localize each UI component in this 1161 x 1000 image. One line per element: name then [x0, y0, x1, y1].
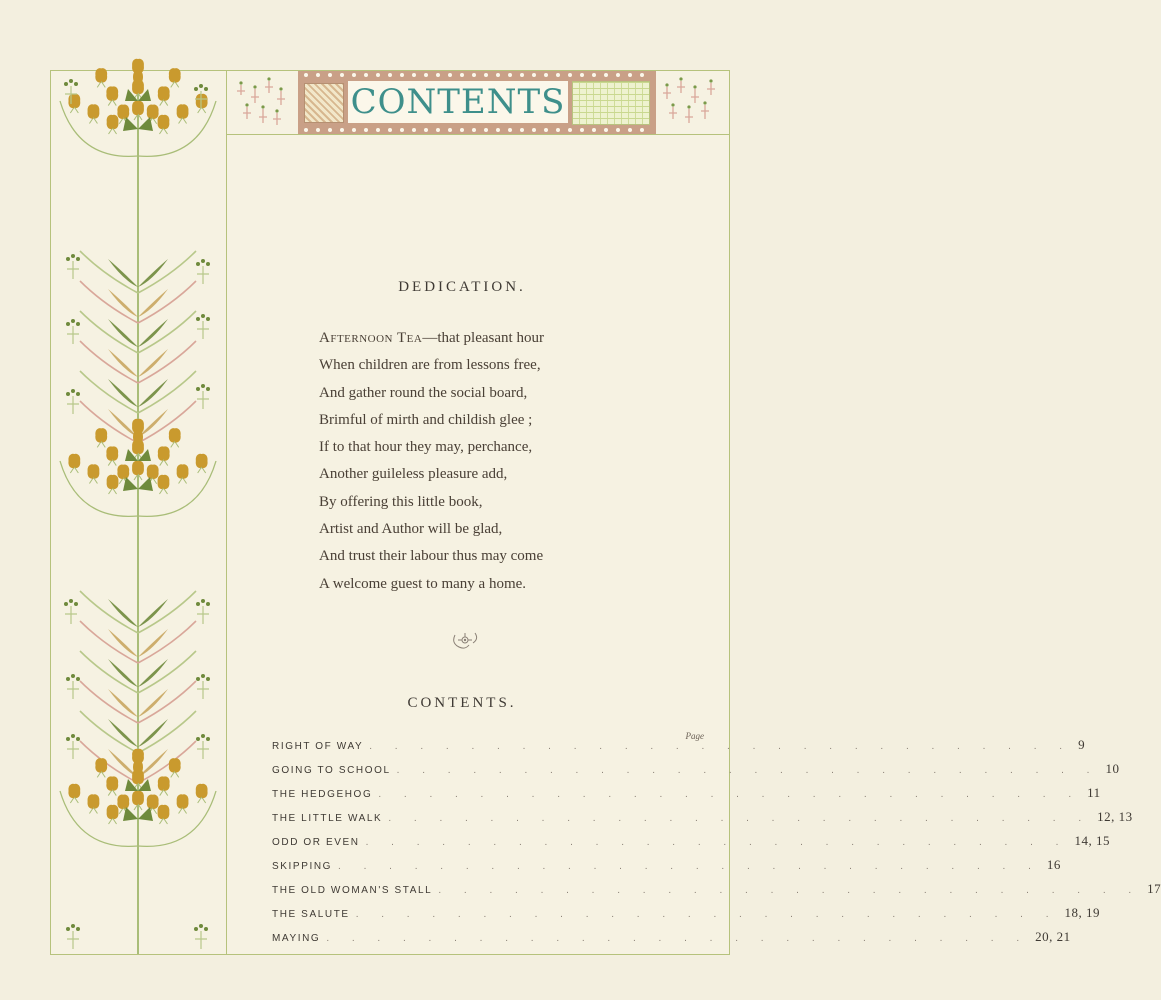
toc-entry[interactable] [272, 881, 1161, 905]
toc-entry-page: 18, 19 [1064, 905, 1100, 920]
poem-line: By offering this little book, [319, 493, 483, 510]
botanical-border-illustration [51, 71, 226, 954]
leader-dots: . . . . . . . . . . . . . . . . . . . . . . . . . . . . [369, 741, 1073, 752]
poem-line: Artist and Author will be glad, [319, 521, 503, 538]
basketweave-panel-right [572, 81, 650, 125]
poem-line: Afternoon Tea—that pleasant hour [319, 330, 544, 346]
toc-entry-page: 11 [1087, 785, 1101, 800]
hatched-panel-left [304, 83, 344, 123]
toc-entry[interactable] [272, 761, 1120, 785]
poem-line: When children are from lessons free, [319, 357, 541, 374]
contents-heading: CONTENTS. [407, 695, 517, 711]
toc-entry-page: 14, 15 [1074, 833, 1110, 848]
banner-title-plate [348, 81, 568, 123]
toc-entry[interactable] [272, 905, 1100, 929]
pink-sprig-decoration-right [659, 75, 725, 131]
toc-entry-title: THE OLD WOMAN'S STALL [272, 885, 433, 896]
toc-entry-title: THE HEDGEHOG [272, 789, 373, 800]
toc-entry-title: RIGHT OF WAY [272, 741, 364, 752]
toc-entry-page: 12, 13 [1097, 809, 1133, 824]
page-title: CONTENTS [350, 82, 566, 122]
table-of-contents [272, 737, 1161, 953]
toc-entry-page: 17 [1147, 881, 1161, 896]
leader-dots: . . . . . . . . . . . . . . . . . . . . . . . . . . . . [338, 861, 1041, 872]
botanical-border [51, 71, 227, 954]
leader-dots: . . . . . . . . . . . . . . . . . . . . . . . . . . . . [388, 813, 1092, 824]
pink-sprig-decoration-left [231, 75, 295, 131]
toc-entry-page: 10 [1105, 761, 1120, 776]
leader-dots: . . . . . . . . . . . . . . . . . . . . . . . . . . . . [365, 837, 1069, 848]
leader-dots: . . . . . . . . . . . . . . . . . . . . . . . . . . . . [396, 765, 1100, 776]
leader-dots: . . . . . . . . . . . . . . . . . . . . . . . . . . . . [355, 909, 1059, 920]
toc-entry-title: THE SALUTE [272, 909, 350, 920]
dedication-heading: DEDICATION. [398, 279, 526, 295]
floral-fleuron-icon [451, 629, 479, 651]
toc-entry[interactable] [272, 833, 1110, 857]
poem-line: Another guileless pleasure add, [319, 466, 508, 483]
leader-dots: . . . . . . . . . . . . . . . . . . . . . . . . . . . . [438, 885, 1142, 896]
toc-entry-page: 20, 21 [1035, 929, 1071, 944]
toc-entry[interactable] [272, 785, 1101, 809]
poem-line: A welcome guest to many a home. [319, 575, 527, 592]
leader-dots: . . . . . . . . . . . . . . . . . . . . . . . . . . . . [326, 933, 1030, 944]
page-column-label: Page [685, 731, 704, 741]
header-band [227, 71, 729, 135]
toc-entry[interactable] [272, 857, 1061, 881]
toc-entry-title: MAYING [272, 933, 321, 944]
poem-line: And trust their labour thus may come [319, 548, 544, 565]
title-banner [298, 71, 656, 134]
toc-entry[interactable] [272, 929, 1071, 953]
toc-entry-title: THE LITTLE WALK [272, 813, 383, 824]
poem-line: If to that hour they may, perchance, [319, 439, 533, 456]
page-frame [50, 70, 1161, 955]
dedication-poem [319, 325, 544, 598]
toc-entry-page: 16 [1046, 857, 1061, 872]
toc-entry[interactable] [272, 737, 1086, 761]
toc-entry-title: ODD OR EVEN [272, 837, 360, 848]
poem-line: Brimful of mirth and childish glee ; [319, 411, 533, 428]
toc-entry[interactable] [272, 809, 1133, 833]
toc-entry-page: 9 [1078, 737, 1086, 752]
page-content [227, 135, 1161, 953]
toc-entry-title: GOING TO SCHOOL [272, 765, 391, 776]
toc-entry-title: SKIPPING [272, 861, 333, 872]
leader-dots: . . . . . . . . . . . . . . . . . . . . . . . . . . . . [378, 789, 1082, 800]
banner-dots-top [298, 71, 656, 79]
poem-line: And gather round the social board, [319, 384, 528, 401]
banner-dots-bottom [298, 126, 656, 134]
